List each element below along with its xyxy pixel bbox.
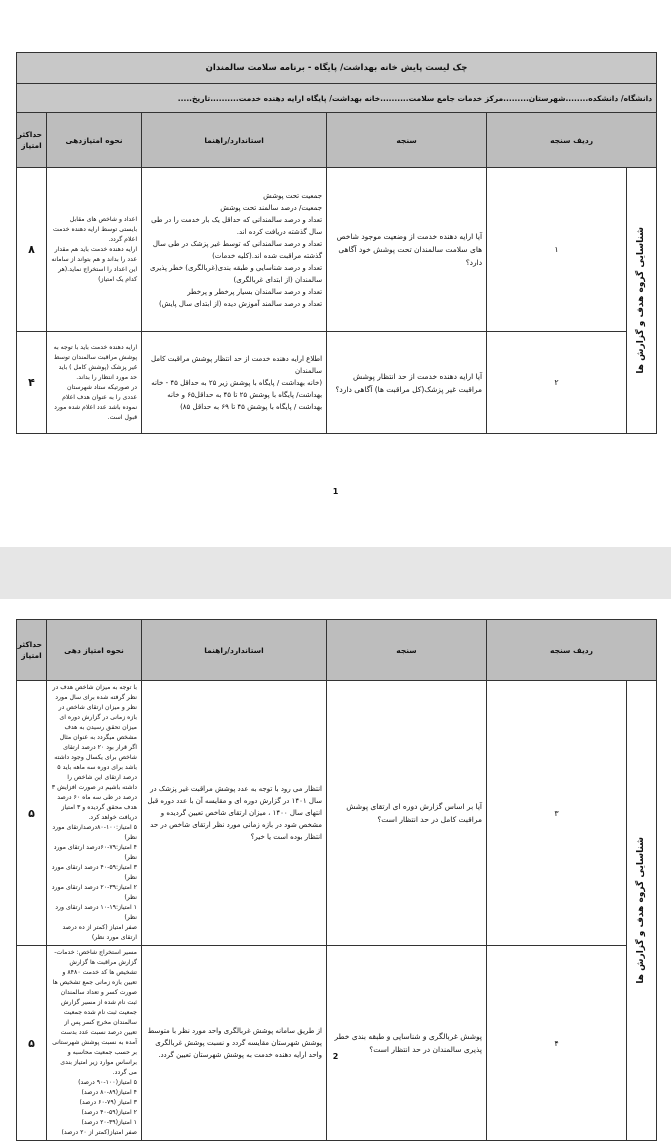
header-row-number: ردیف سنجه [487,620,657,681]
standard-cell [142,168,327,332]
page-separator [0,547,671,599]
method-line: در صورتیکه ستاد شهرستان عددی را به عنوان هدف اعلام نموده باشد عدد اعلام شده مورد قبول است. [54,383,138,421]
method-line: ارایه دهنده خدمت باید هم مقدار عدد را بداند و هم بتواند از سامانه این اعداد را استخراج نماید.(هر کدام یک امتیاز) [51,245,138,283]
header-measure: سنجه [327,620,487,681]
standard-line: تعداد و درصد سالمندان بسیار پرخطر و پرخطر [187,287,323,296]
checklist-table-page-2 [16,619,657,1141]
table-row [17,332,657,434]
max-score: ۵ [17,946,47,1141]
page-2 [0,599,671,1136]
row-number: ۴ [487,946,627,1141]
measure-text: آیا ارایه دهنده خدمت از وضعیت موجود شاخص های سلامت سالمندان تحت پوشش خود آگاهی دارد؟ [327,168,487,332]
header-standard: استاندارد/راهنما [142,620,327,681]
max-score: ۴ [17,332,47,434]
group-label: شناسایی گروه هدف و گزارش ها [636,837,647,984]
header-max-score: حداکثر امتیاز [17,113,47,168]
standard-cell [142,681,327,946]
table-row [17,681,657,946]
page-1 [0,0,671,547]
standard-cell [142,946,327,1141]
standard-line: تعداد و درصد سالمندانی که حداقل یک بار خدمت را در طی سال گذشته دریافت کرده اند. [151,215,323,236]
header-method: نحوه امتیازدهی [47,113,142,168]
method-line: ۵ امتیاز:۱۰۰-۸۰درصدارتقای مورد نظر) [52,824,137,841]
checklist-info-line: دانشگاه/ دانشکده........شهرستان.........مرکز خدمات جامع سلامت..........خانه بهداشت/ پایگاه ارایه دهنده خدمت..........تاریخ..... [17,84,657,113]
method-line: ۲ امتیاز(۵۹-۴۰ درصد) [81,1109,137,1116]
method-cell [47,168,142,332]
header-method: نحوه امتیاز دهی [47,620,142,681]
group-label-cell [627,168,657,434]
standard-cell [142,332,327,434]
method-line: ۴ امتیاز(۸۹-۸۰ درصد) [81,1089,137,1096]
method-line: ۱ امتیاز(۳۹-۲۰ درصد) [81,1119,137,1126]
row-number: ۲ [487,332,627,434]
row-number: ۱ [487,168,627,332]
standard-line: اطلاع ارایه دهنده خدمت از حد انتظار پوشش مراقبت کامل سالمندان [150,354,323,375]
measure-text: پوشش غربالگری و شناسایی و طبقه بندی خطر پذیری سالمندان در حد انتظار است؟ [327,946,487,1141]
table-row [17,946,657,1141]
checklist-title: چک لیست پایش خانه بهداشت/ پایگاه - برنامه سلامت سالمندان [17,53,657,84]
measure-text: آیا ارایه دهنده خدمت از حد انتظار پوشش مراقبت غیر پزشک(کل مراقبت ها) آگاهی دارد؟ [327,332,487,434]
standard-line: تعداد و درصد سالمندانی که توسط غیر پزشک در طی سال گذشته مراقبت شده اند.(کلیه خدمات) [152,239,323,260]
standard-line: تعداد و درصد سالمند آموزش دیده (از ابتدای سال پایش) [158,299,323,308]
group-label: شناسایی گروه هدف و گزارش ها [636,227,647,374]
standard-line: (خانه بهداشت / پایگاه با پوشش زیر ۲۵ به حداقل ۴۵ - خانه بهداشت/ پایگاه با پوشش ۲۵ تا ۴۵ به حداقل۶۵ و خانه بهداشت / پایگاه با پوشش ۴۵ تا ۶۹ به حداقل ۸۵) [151,378,323,411]
method-line: اعداد و شاخص های مقابل بایستی توسط ارایه دهنده خدمت اعلام گردد. [53,215,138,243]
max-score: ۸ [17,168,47,332]
standard-line: از طریق سامانه پوشش غربالگری واحد مورد نظر با متوسط پوشش شهرستان مقایسه گردد و نسبت پوشش غربالگری واحد ارایه دهنده خدمت به پوشش شهرستان تعیین گردد. [147,1027,322,1059]
method-line: ۴ امتیاز:۷۹-۶۰درصد ارتقای مورد نظر) [53,844,137,861]
method-cell [47,681,142,946]
checklist-table-page-1 [16,52,657,434]
standard-line: جمعیت/ درصد سالمند تحت پوشش [220,203,323,212]
method-line: ۱ امتیاز:۱۹-۱۰ درصد ارتقای ورد نظر) [55,904,137,921]
header-max-score: حداکثر امتیاز [17,620,47,681]
header-standard: استاندارد/راهنما [142,113,327,168]
method-cell [47,332,142,434]
measure-text: آیا بر اساس گزارش دوره ای ارتقای پوشش مراقبت کامل در حد انتظار است؟ [327,681,487,946]
method-line: با توجه به میزان شاخص هدف در نظر گرفته شده برای سال مورد نظر و میزان ارتقای شاخص در بازه زمانی در گزارش دوره ای میزان تحقق رسیدن به هدف مشخص میگردد به عنوان مثال اگر قرار بود ۲۰ درصد ارتقای شاخص برای یکسال وجود داشته باشد برای دوره سه ماهه باید ۵ درصد ارتقای این شاخص را داشته باشیم در صورت افزایش ۳ درصد در طی سه ماه ۶۰ درصد هدف محقق گردیده و ۳ امتیاز دریافت خواهد کرد. [51,684,137,821]
method-line: ۳ امتیاز (۷۹-۶۰ درصد) [79,1099,137,1106]
standard-line: جمعیت تحت پوشش [263,191,323,200]
max-score: ۵ [17,681,47,946]
header-row-number: ردیف سنجه [487,113,657,168]
standard-line: تعداد و درصد شناسایی و طبقه بندی(غربالگری) خطر پذیری سالمندان (از ابتدای غربالگری) [149,263,323,284]
method-cell [47,946,142,1141]
method-line: ۲ امتیاز:۳۹-۲۰ درصد ارتقای مورد نظر) [51,884,137,901]
method-line: ۵ امتیاز(۱۰۰-۹۰ درصد) [78,1079,137,1086]
group-label-cell [627,681,657,1141]
method-line: صفر امتیاز(کمتر از ۲۰ درصد) [61,1129,137,1136]
header-measure: سنجه [327,113,487,168]
standard-line: انتظار می رود با توجه به عدد پوشش مراقبت غیر پزشک در سال ۱۴۰۱ در گزارش دوره ای و مقایسه آن با عدد دوره قبل انتهای سال ۱۴۰۰ ، میزان ارتقای شاخص تعیین گردیده و مشخص شود در بازه زمانی مورد نظر ارتقای شاخص در حد انتظار بوده است یا خیر؟ [147,785,322,841]
method-line: ارایه دهنده خدمت باید با توجه به پوشش مراقبت سالمندان توسط غیر پزشک (پوشش کامل ) باید حد مورد انتظار را بداند. [53,343,138,381]
page-number: 2 [332,1052,339,1061]
page-number: 1 [332,487,339,496]
table-row [17,168,657,332]
method-line: مسیر استخراج شاخص: خدمات- گزارش مراقبت ها گزارش تشخیص ها کد خدمت ۸۴۸۰ و تعیین بازه زمانی جمع تشخیص ها صورت کسر و تعداد سالمندان ثبت نام شده از مسیر گزارش جمعیت ثبت نام شده جمعیت سالمندان مخرج کسر پس از تعیین درصد نسبت عدد بدست آمده به نسبت پوشش شهرستانی بر حسب جمعیت محاسبه و براساس موارد زیر امتیاز بندی می گردد. [52,949,137,1076]
method-line: صفر امتیاز (کمتر از ده درصد ارتقای مورد نظر) [62,924,137,941]
method-line: ۳ امتیاز:۵۹-۴۰ درصد ارتقای مورد نظر) [51,864,137,881]
row-number: ۳ [487,681,627,946]
